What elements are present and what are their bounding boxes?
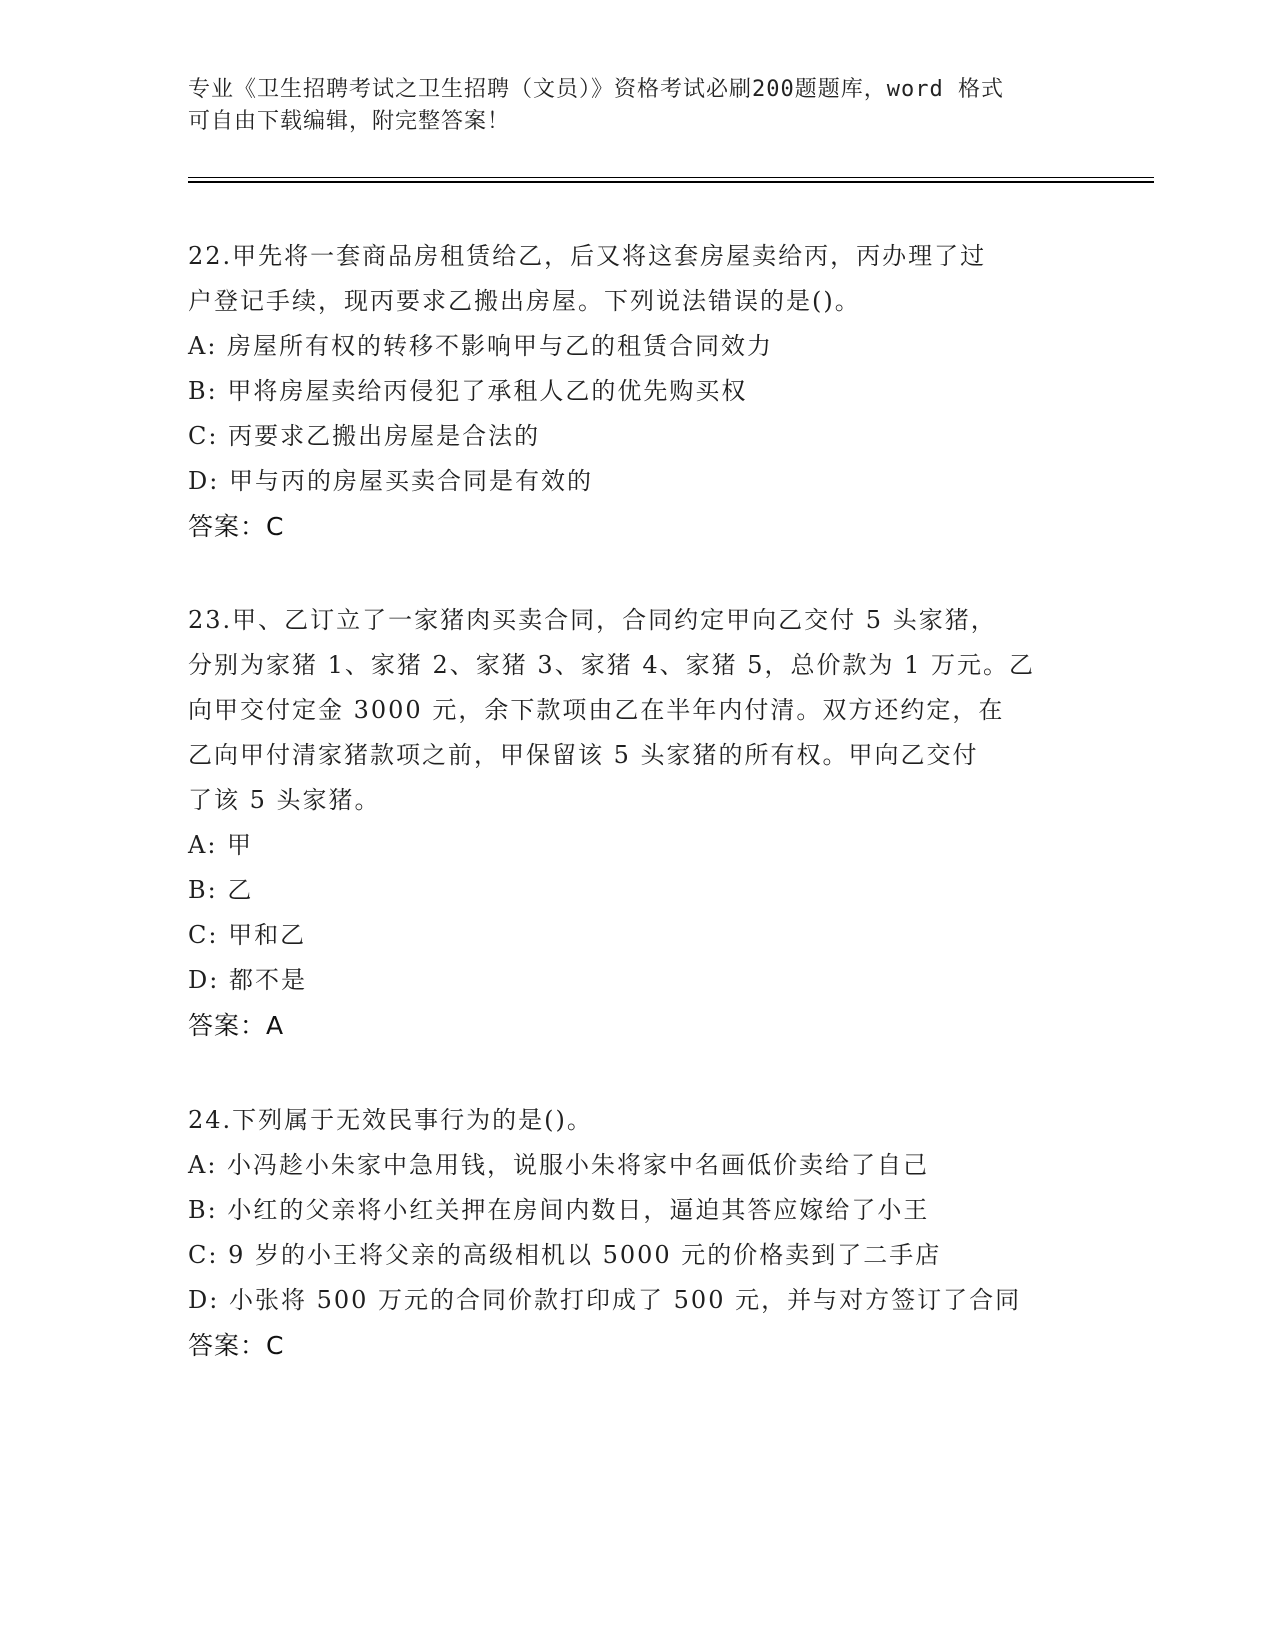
question-stem-line: 户登记手续，现丙要求乙搬出房屋。下列说法错误的是()。 [188, 287, 861, 315]
option-c: C: 9 岁的小王将父亲的高级相机以 5000 元的价格卖到了二手店 [188, 1241, 942, 1269]
option-d: D: 小张将 500 万元的合同价款打印成了 500 元，并与对方签订了合同 [188, 1286, 1022, 1314]
option-b: B: 小红的父亲将小红关押在房间内数日，逼迫其答应嫁给了小王 [188, 1196, 930, 1224]
header-line-1: 专业《卫生招聘考试之卫生招聘（文员）》资格考试必刷200题题库，word 格式 [188, 77, 1004, 102]
option-d: D: 甲与丙的房屋买卖合同是有效的 [188, 467, 593, 495]
option-a: A: 房屋所有权的转移不影响甲与乙的租赁合同效力 [188, 332, 774, 360]
question-stem-line: 向甲交付定金 3000 元，余下款项由乙在半年内付清。双方还约定，在 [188, 696, 1005, 724]
question-23 [188, 598, 1088, 1048]
question-24 [188, 1098, 1088, 1368]
question-stem-line: 22.甲先将一套商品房租赁给乙，后又将这套房屋卖给丙，丙办理了过 [188, 242, 987, 270]
option-a: A: 小冯趁小朱家中急用钱，说服小朱将家中名画低价卖给了自己 [188, 1151, 930, 1179]
document-header [188, 74, 1068, 138]
option-c: C: 甲和乙 [188, 921, 307, 949]
option-c: C: 丙要求乙搬出房屋是合法的 [188, 422, 541, 450]
question-stem-line: 分别为家猪 1、家猪 2、家猪 3、家猪 4、家猪 5，总价款为 1 万元。乙 [188, 651, 1036, 679]
header-line-2: 可自由下载编辑，附完整答案！ [188, 109, 511, 134]
question-stem-line: 乙向甲付清家猪款项之前，甲保留该 5 头家猪的所有权。甲向乙交付 [188, 741, 979, 769]
answer-label: 答案：A [188, 1011, 285, 1040]
option-a: A: 甲 [188, 831, 254, 859]
option-d: D: 都不是 [188, 966, 307, 994]
question-stem-line: 23.甲、乙订立了一家猪肉买卖合同，合同约定甲向乙交付 5 头家猪， [188, 606, 997, 634]
question-22 [188, 234, 1088, 549]
answer-label: 答案：C [188, 512, 285, 541]
answer-label: 答案：C [188, 1331, 285, 1360]
option-b: B: 甲将房屋卖给丙侵犯了承租人乙的优先购买权 [188, 377, 748, 405]
question-stem-line: 24.下列属于无效民事行为的是()。 [188, 1106, 593, 1134]
header-divider-thick [188, 181, 1154, 183]
question-stem-line: 了该 5 头家猪。 [188, 786, 381, 814]
option-b: B: 乙 [188, 876, 254, 904]
header-divider-thin [188, 177, 1154, 178]
